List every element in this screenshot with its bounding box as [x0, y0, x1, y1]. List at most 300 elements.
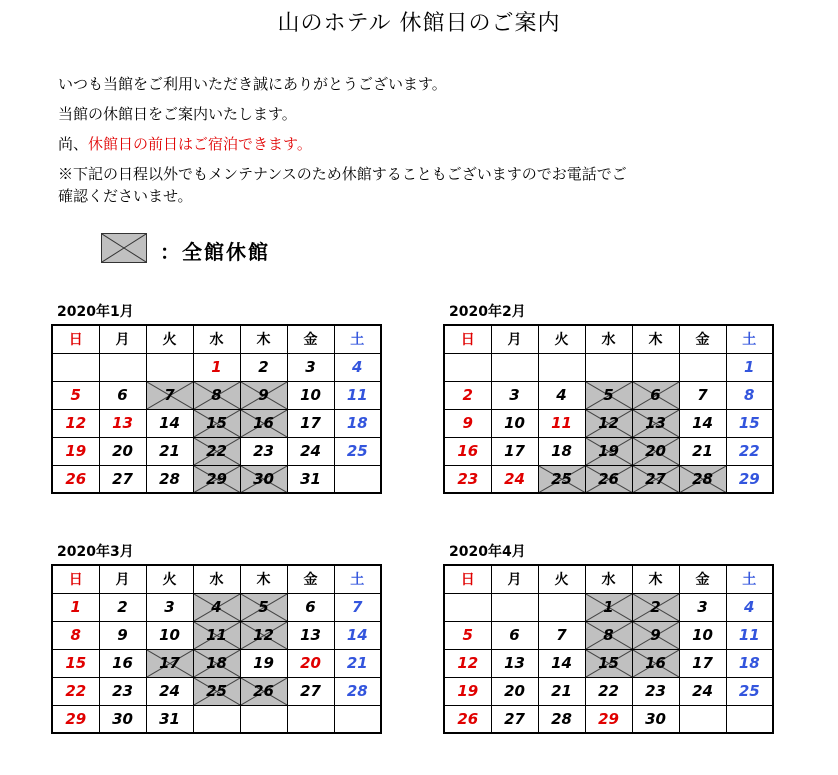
day-number: 7 [352, 598, 363, 616]
weekday-header: 火 [538, 325, 585, 353]
day-number: 3 [697, 598, 708, 616]
day-number: 22 [738, 442, 760, 460]
weekday-header: 火 [538, 565, 585, 593]
calendar-day [287, 465, 334, 493]
day-number: 15 [598, 654, 619, 672]
weekday-header: 水 [193, 325, 240, 353]
calendar-day [287, 353, 334, 381]
calendar-day [726, 353, 773, 381]
weekday-header: 火 [146, 325, 193, 353]
calendar-day [726, 381, 773, 409]
day-number: 25 [551, 469, 572, 488]
calendar-day [491, 437, 538, 465]
calendar-day [444, 705, 491, 733]
calendar-day [726, 437, 773, 465]
day-number: 18 [346, 414, 368, 432]
day-number: 15 [206, 414, 227, 432]
calendar-day-closed [193, 649, 240, 677]
day-number: 28 [346, 682, 368, 700]
calendar-day [99, 437, 146, 465]
day-number: 12 [598, 414, 619, 432]
calendar-day-closed [585, 409, 632, 437]
day-number: 10 [504, 414, 525, 432]
calendar-day-closed [193, 593, 240, 621]
calendar-day [52, 409, 99, 437]
calendar-day [726, 621, 773, 649]
day-number: 11 [551, 414, 572, 432]
calendar-day [726, 593, 773, 621]
day-number: 21 [159, 442, 180, 460]
calendar-empty-cell [585, 353, 632, 381]
day-number: 25 [206, 682, 227, 700]
week-row [52, 381, 381, 409]
day-number: 9 [462, 414, 473, 432]
day-number: 26 [457, 709, 479, 728]
legend-cross-icon [102, 234, 146, 262]
day-number: 22 [206, 442, 227, 460]
calendar-empty-cell [287, 705, 334, 733]
weekday-header: 土 [334, 565, 381, 593]
day-number: 10 [300, 386, 321, 404]
weekday-header: 水 [193, 565, 240, 593]
day-number: 12 [253, 626, 274, 644]
day-number: 24 [692, 682, 713, 700]
day-number: 22 [65, 682, 87, 700]
day-number: 20 [504, 682, 525, 700]
calendar-day [52, 437, 99, 465]
weekday-header: 火 [146, 565, 193, 593]
calendar-day [444, 621, 491, 649]
day-number: 2 [117, 598, 128, 616]
calendar-day [52, 677, 99, 705]
calendar-day-closed [193, 381, 240, 409]
calendar-day [538, 437, 585, 465]
calendar-day [538, 677, 585, 705]
calendar-day [99, 593, 146, 621]
calendar-day [585, 677, 632, 705]
weekday-header: 土 [726, 325, 773, 353]
calendar-day-closed [585, 593, 632, 621]
calendar-empty-cell [679, 353, 726, 381]
calendar-day-closed [679, 465, 726, 493]
day-number: 30 [645, 709, 666, 728]
weekday-header: 金 [679, 325, 726, 353]
calendar-empty-cell [491, 353, 538, 381]
calendar-grid [443, 564, 774, 734]
calendar-day [491, 465, 538, 493]
calendar-day [679, 621, 726, 649]
calendar-day-closed [538, 465, 585, 493]
day-number: 7 [556, 626, 567, 644]
day-number: 21 [692, 442, 713, 460]
day-number: 14 [692, 414, 713, 432]
day-number: 8 [603, 626, 614, 644]
calendar-day [52, 381, 99, 409]
week-row [52, 465, 381, 493]
day-number: 17 [504, 442, 525, 460]
calendar-day [146, 409, 193, 437]
intro-line-5: 確認くださいませ。 [58, 187, 193, 205]
day-number: 13 [300, 626, 321, 644]
calendar-day [538, 381, 585, 409]
weekday-header: 水 [585, 325, 632, 353]
day-number: 6 [509, 626, 520, 644]
day-number: 30 [112, 709, 133, 728]
week-row [444, 705, 773, 733]
week-row [444, 353, 773, 381]
week-row [444, 677, 773, 705]
day-number: 6 [305, 598, 316, 616]
weekday-header: 金 [679, 565, 726, 593]
calendar-day-closed [193, 409, 240, 437]
calendar-day-closed [585, 621, 632, 649]
calendar-day [632, 705, 679, 733]
weekday-header: 木 [240, 325, 287, 353]
calendar-day [99, 381, 146, 409]
calendar-day [287, 677, 334, 705]
calendar-day [491, 621, 538, 649]
calendar-day [679, 677, 726, 705]
day-number: 15 [65, 654, 87, 672]
calendar-day-closed [585, 381, 632, 409]
day-number: 24 [159, 682, 180, 700]
calendar-day-closed [240, 381, 287, 409]
day-number: 11 [738, 626, 760, 644]
calendar-day [334, 621, 381, 649]
day-number: 1 [744, 358, 755, 376]
weekday-header: 水 [585, 565, 632, 593]
day-number: 30 [253, 469, 274, 488]
calendar-empty-cell [444, 593, 491, 621]
week-row [444, 593, 773, 621]
day-number: 22 [598, 682, 619, 700]
day-number: 12 [65, 414, 87, 432]
day-number: 20 [300, 654, 321, 672]
calendar-empty-cell [491, 593, 538, 621]
calendar-empty-cell [726, 705, 773, 733]
day-number: 23 [253, 442, 274, 460]
calendar-day [99, 705, 146, 733]
calendar-empty-cell [240, 705, 287, 733]
calendar-day [146, 677, 193, 705]
day-number: 11 [346, 386, 368, 404]
calendar-march [51, 544, 382, 734]
day-number: 27 [645, 469, 666, 488]
day-number: 20 [112, 442, 133, 460]
calendar-grid [443, 324, 774, 494]
calendar-day-closed [632, 465, 679, 493]
calendar-title: 2020年1月 [57, 304, 134, 320]
day-number: 29 [65, 709, 87, 728]
day-number: 21 [551, 682, 572, 700]
day-number: 4 [556, 386, 567, 404]
calendar-day [726, 677, 773, 705]
calendar-february [443, 304, 774, 494]
calendar-day [287, 649, 334, 677]
calendar-day [679, 593, 726, 621]
intro-line-3 [58, 134, 312, 154]
calendar-day-closed [240, 593, 287, 621]
calendar-day [334, 353, 381, 381]
calendar-empty-cell [334, 465, 381, 493]
day-number: 28 [551, 709, 572, 728]
day-number: 21 [346, 654, 368, 672]
week-row [52, 621, 381, 649]
calendar-day [444, 677, 491, 705]
calendar-day [444, 409, 491, 437]
calendar-day [679, 409, 726, 437]
calendar-grid [51, 324, 382, 494]
calendar-day-closed [193, 677, 240, 705]
day-number: 8 [744, 386, 755, 404]
day-number: 8 [211, 386, 222, 404]
calendar-day-closed [240, 621, 287, 649]
weekday-header: 木 [632, 325, 679, 353]
calendar-day-closed [632, 409, 679, 437]
week-row [52, 437, 381, 465]
calendar-day [99, 677, 146, 705]
calendar-day-closed [193, 465, 240, 493]
calendar-day [193, 353, 240, 381]
calendar-day [726, 465, 773, 493]
day-number: 18 [206, 654, 227, 672]
week-row [52, 677, 381, 705]
week-row [444, 649, 773, 677]
week-row [444, 409, 773, 437]
calendar-day-closed [146, 649, 193, 677]
day-number: 24 [300, 442, 321, 460]
weekday-header-row [52, 325, 381, 353]
calendar-grid [51, 564, 382, 734]
day-number: 9 [117, 626, 128, 644]
day-number: 25 [346, 442, 368, 460]
calendar-day [491, 409, 538, 437]
day-number: 16 [112, 654, 133, 672]
calendar-day [287, 409, 334, 437]
calendar-day-closed [632, 649, 679, 677]
calendar-day [52, 621, 99, 649]
calendar-day [99, 409, 146, 437]
calendar-day [99, 649, 146, 677]
day-number: 7 [164, 386, 175, 404]
day-number: 28 [692, 469, 713, 488]
weekday-header-row [444, 325, 773, 353]
day-number: 16 [253, 414, 274, 432]
day-number: 14 [346, 626, 368, 644]
calendar-day-closed [240, 409, 287, 437]
week-row [444, 381, 773, 409]
day-number: 17 [692, 654, 713, 672]
calendar-day [632, 677, 679, 705]
day-number: 19 [253, 654, 274, 672]
calendar-day [444, 437, 491, 465]
calendar-day [444, 465, 491, 493]
calendar-day [287, 593, 334, 621]
calendar-day-closed [632, 437, 679, 465]
calendar-day [491, 677, 538, 705]
day-number: 27 [300, 682, 321, 700]
calendar-empty-cell [146, 353, 193, 381]
day-number: 3 [305, 358, 316, 376]
day-number: 23 [112, 682, 133, 700]
day-number: 23 [645, 682, 666, 700]
calendar-april [443, 544, 774, 734]
page-title: 山のホテル 休館日のご案内 [277, 11, 561, 36]
day-number: 3 [509, 386, 520, 404]
day-number: 15 [738, 414, 760, 432]
day-number: 19 [65, 442, 87, 460]
weekday-header: 木 [240, 565, 287, 593]
day-number: 26 [65, 469, 87, 488]
calendar-day [679, 649, 726, 677]
calendar-day-closed [146, 381, 193, 409]
calendar-day [491, 705, 538, 733]
day-number: 1 [70, 598, 81, 616]
day-number: 27 [504, 709, 525, 728]
day-number: 18 [551, 442, 572, 460]
weekday-header: 金 [287, 325, 334, 353]
intro-line-1: いつも当館をご利用いただき誠にありがとうございます。 [58, 75, 447, 93]
calendar-day [538, 621, 585, 649]
calendar-day [334, 381, 381, 409]
calendar-day [99, 465, 146, 493]
calendar-day [146, 621, 193, 649]
day-number: 19 [457, 682, 479, 700]
day-number: 12 [457, 654, 479, 672]
calendar-day [491, 649, 538, 677]
calendar-day-closed [193, 437, 240, 465]
calendar-day [538, 409, 585, 437]
day-number: 2 [258, 358, 269, 376]
weekday-header: 土 [726, 565, 773, 593]
calendar-day [146, 437, 193, 465]
calendar-january [51, 304, 382, 494]
day-number: 27 [112, 469, 133, 488]
day-number: 4 [352, 358, 363, 376]
calendar-empty-cell [193, 705, 240, 733]
day-number: 20 [645, 442, 666, 460]
calendar-day [240, 353, 287, 381]
day-number: 29 [738, 469, 760, 488]
calendar-day-closed [193, 621, 240, 649]
calendar-day [726, 409, 773, 437]
day-number: 14 [159, 414, 180, 432]
day-number: 18 [738, 654, 760, 672]
calendar-day [679, 381, 726, 409]
day-number: 8 [70, 626, 81, 644]
calendar-day [334, 437, 381, 465]
day-number: 4 [211, 598, 222, 616]
day-number: 9 [258, 386, 269, 404]
day-number: 23 [457, 469, 479, 488]
day-number: 31 [300, 469, 321, 488]
weekday-header: 月 [491, 325, 538, 353]
calendar-title: 2020年3月 [57, 544, 134, 560]
day-number: 29 [206, 469, 227, 488]
weekday-header: 木 [632, 565, 679, 593]
intro-line-2: 当館の休館日をご案内いたします。 [58, 105, 297, 123]
calendar-day [444, 381, 491, 409]
calendar-day [334, 649, 381, 677]
calendar-day [52, 705, 99, 733]
calendar-day [444, 649, 491, 677]
day-number: 1 [211, 358, 222, 376]
day-number: 5 [70, 386, 81, 404]
day-number: 13 [504, 654, 525, 672]
day-number: 1 [603, 598, 614, 616]
weekday-header: 日 [444, 565, 491, 593]
calendar-empty-cell [538, 593, 585, 621]
calendar-day-closed [632, 621, 679, 649]
day-number: 13 [112, 414, 133, 432]
weekday-header: 月 [99, 325, 146, 353]
week-row [444, 621, 773, 649]
calendar-day-closed [240, 677, 287, 705]
legend-closed-swatch [101, 233, 147, 263]
calendar-day [726, 649, 773, 677]
day-number: 16 [457, 442, 479, 460]
day-number: 7 [697, 386, 708, 404]
calendar-day [287, 621, 334, 649]
calendar-day-closed [240, 465, 287, 493]
week-row [52, 705, 381, 733]
weekday-header: 月 [491, 565, 538, 593]
weekday-header-row [52, 565, 381, 593]
calendar-day-closed [585, 437, 632, 465]
calendar-day-closed [632, 381, 679, 409]
calendar-day [679, 437, 726, 465]
day-number: 2 [462, 386, 473, 404]
calendar-day-closed [585, 649, 632, 677]
calendar-day [240, 649, 287, 677]
calendar-empty-cell [334, 705, 381, 733]
day-number: 26 [253, 682, 274, 700]
calendar-day [538, 705, 585, 733]
calendar-day [99, 621, 146, 649]
calendar-empty-cell [632, 353, 679, 381]
day-number: 6 [117, 386, 128, 404]
day-number: 31 [159, 709, 180, 728]
day-number: 3 [164, 598, 175, 616]
legend-label: ：全館休館 [160, 240, 270, 264]
day-number: 5 [258, 598, 269, 616]
weekday-header: 日 [52, 565, 99, 593]
calendar-day [52, 593, 99, 621]
week-row [52, 593, 381, 621]
day-number: 28 [159, 469, 180, 488]
calendar-day [240, 437, 287, 465]
day-number: 26 [598, 469, 619, 488]
day-number: 29 [598, 709, 619, 728]
day-number: 4 [744, 598, 755, 616]
calendar-empty-cell [679, 705, 726, 733]
day-number: 5 [603, 386, 614, 404]
day-number: 10 [159, 626, 180, 644]
week-row [52, 353, 381, 381]
day-number: 25 [738, 682, 760, 700]
day-number: 24 [504, 469, 525, 488]
day-number: 9 [650, 626, 661, 644]
weekday-header-row [444, 565, 773, 593]
calendar-day-closed [632, 593, 679, 621]
weekday-header: 日 [444, 325, 491, 353]
week-row [444, 465, 773, 493]
calendar-day [146, 465, 193, 493]
weekday-header: 月 [99, 565, 146, 593]
intro-line-3-notice: 休館日の前日はご宿泊できます。 [88, 135, 312, 153]
calendar-day [334, 677, 381, 705]
calendar-empty-cell [52, 353, 99, 381]
